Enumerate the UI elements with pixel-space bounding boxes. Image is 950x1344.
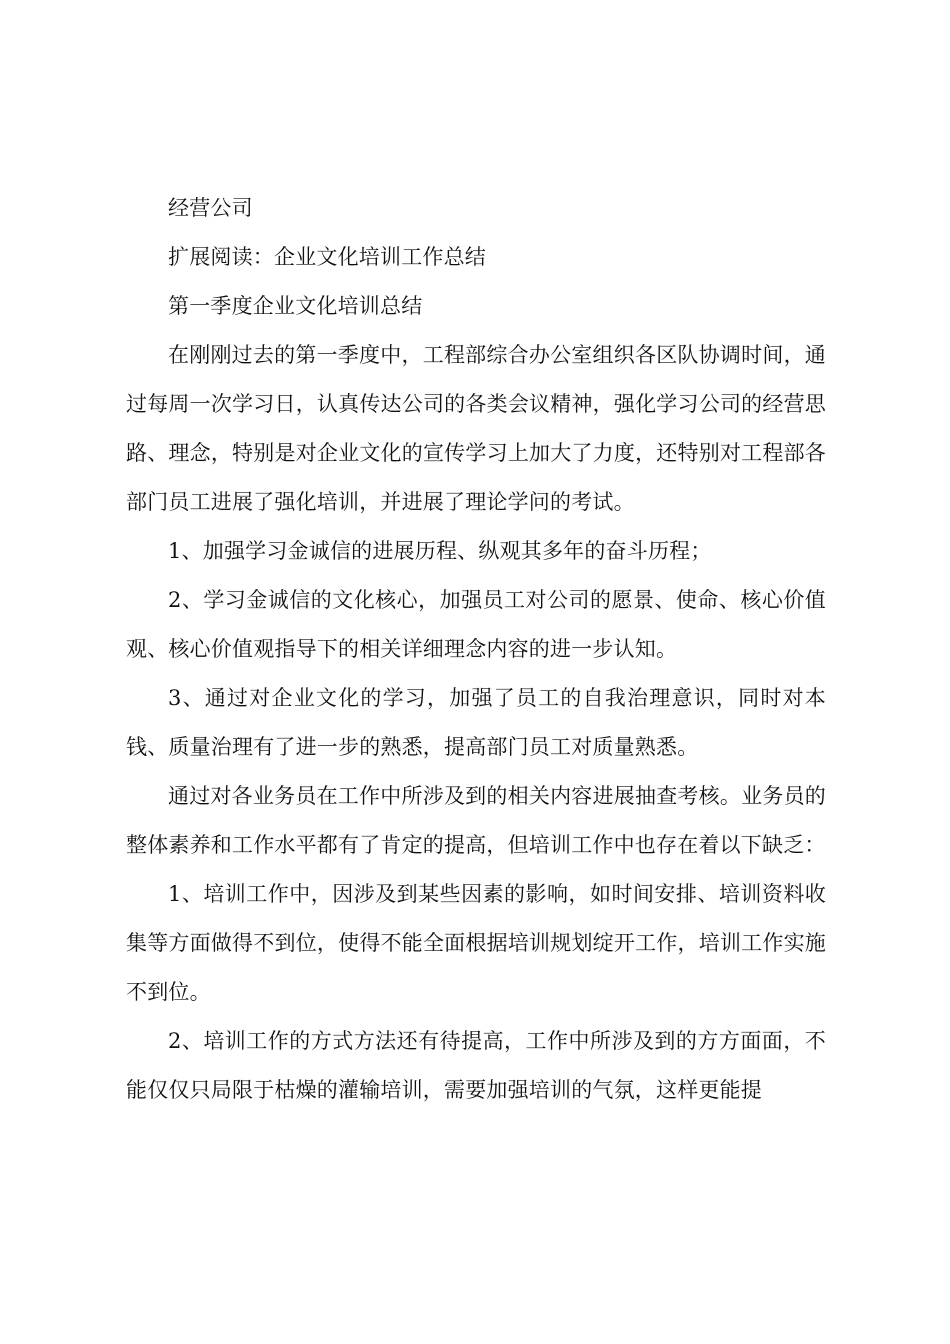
section-title: 第一季度企业文化培训总结 — [168, 294, 423, 318]
list-item: 1、培训工作中，因涉及到某些因素的影响，如时间安排、培训资料收集等方面做得不到位，使得不能全面根据培训规划绽开工作，培训工作实施不到位。 — [126, 882, 826, 1004]
extended-reading-title: 扩展阅读：企业文化培训工作总结 — [168, 245, 486, 269]
company-line: 经营公司 — [168, 196, 253, 220]
list-item: 1、加强学习金诚信的进展历程、纵观其多年的奋斗历程； — [168, 539, 712, 563]
body-paragraph: 在刚刚过去的第一季度中，工程部综合办公室组织各区队协调时间，通过每周一次学习日，认真传达公司的各类会议精神，强化学习公司的经营思路、理念，特别是对企业文化的宣传学习上加大了力度，还特别对工程部各部门员工进展了强化培训，并进展了理论学问的考试。 — [126, 343, 826, 514]
list-item: 2、培训工作的方式方法还有待提高，工作中所涉及到的方方面面，不能仅仅只局限于枯燥的灌输培训，需要加强培训的气氛，这样更能提 — [126, 1029, 826, 1102]
document-body — [126, 184, 826, 1115]
list-item: 3、通过对企业文化的学习，加强了员工的自我治理意识，同时对本钱、质量治理有了进一步的熟悉，提高部门员工对质量熟悉。 — [126, 686, 826, 759]
list-item: 2、学习金诚信的文化核心，加强员工对公司的愿景、使命、核心价值观、核心价值观指导下的相关详细理念内容的进一步认知。 — [126, 588, 826, 661]
body-paragraph: 通过对各业务员在工作中所涉及到的相关内容进展抽查考核。业务员的整体素养和工作水平都有了肯定的提高，但培训工作中也存在着以下缺乏： — [126, 784, 826, 857]
